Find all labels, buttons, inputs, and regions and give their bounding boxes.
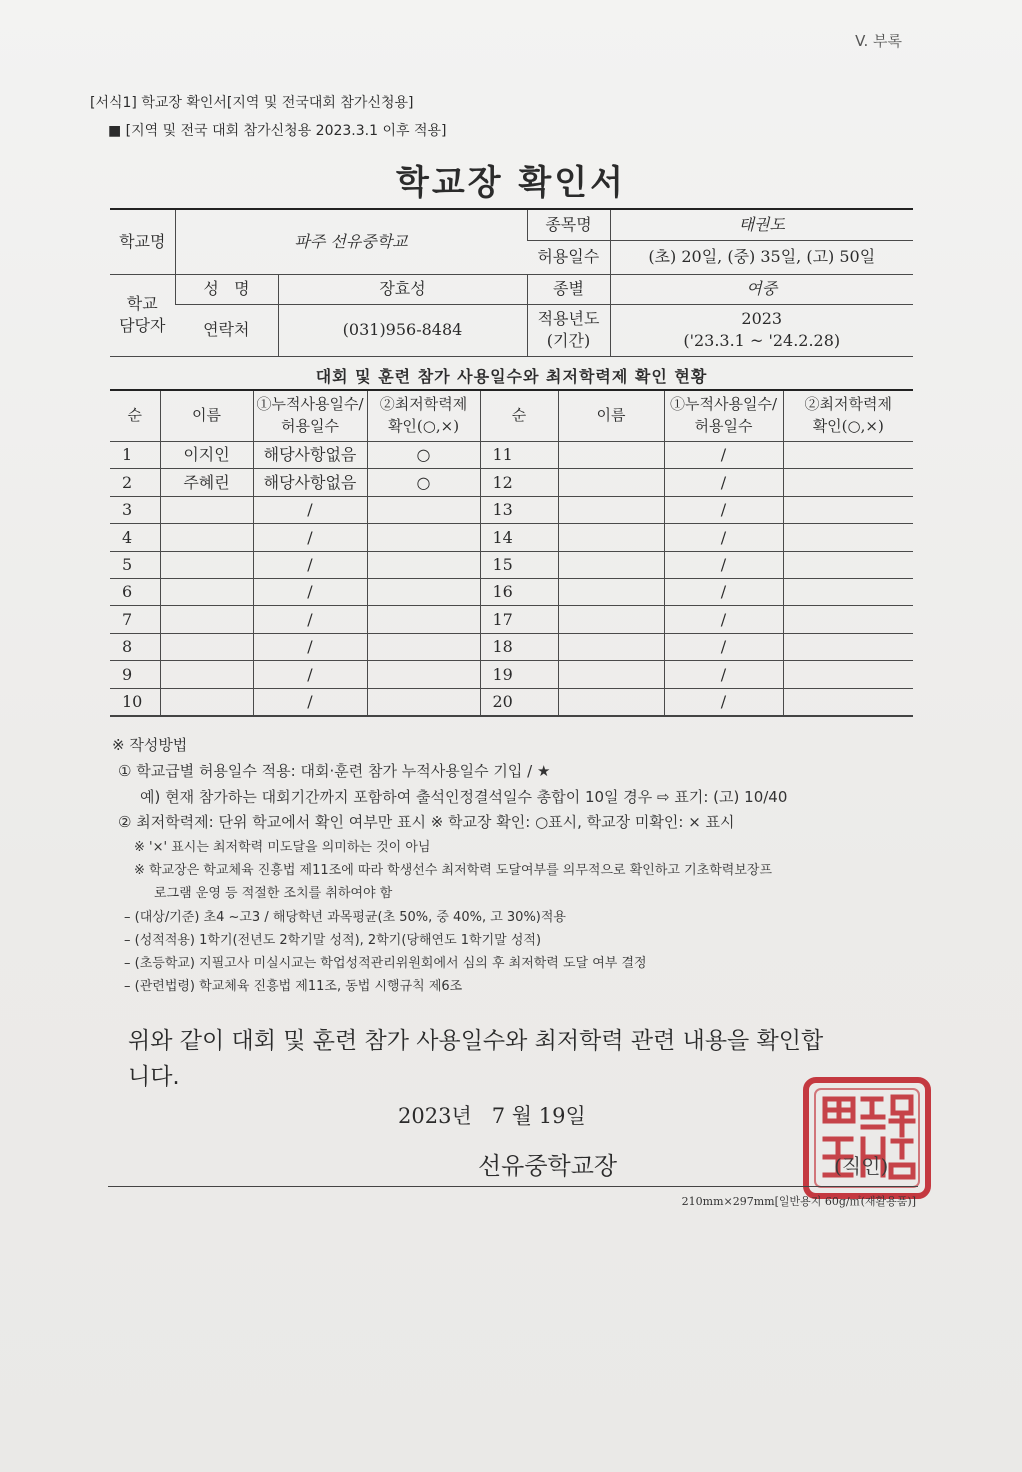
student-name-left bbox=[160, 688, 253, 716]
min-grade-check-right bbox=[783, 551, 913, 578]
row-number-left: 5 bbox=[110, 551, 160, 578]
row-number-right: 19 bbox=[480, 661, 558, 688]
used-days-left: / bbox=[253, 578, 367, 605]
row-number-left: 8 bbox=[110, 633, 160, 660]
col-no-header: 순 bbox=[110, 390, 160, 442]
student-name-right bbox=[558, 469, 664, 496]
used-days-right: / bbox=[664, 688, 783, 716]
min-grade-check-left bbox=[367, 551, 480, 578]
row-number-left: 10 bbox=[110, 688, 160, 716]
used-days-right: / bbox=[664, 524, 783, 551]
used-days-right: / bbox=[664, 442, 783, 469]
student-name-right bbox=[558, 578, 664, 605]
student-name-right bbox=[558, 661, 664, 688]
seal-label: (직인) bbox=[834, 1154, 889, 1178]
row-number-left: 6 bbox=[110, 578, 160, 605]
min-grade-check-left: ○ bbox=[367, 469, 480, 496]
table-row bbox=[110, 524, 913, 551]
used-days-left: / bbox=[253, 661, 367, 688]
row-number-right: 17 bbox=[480, 606, 558, 633]
col-no-header-2: 순 bbox=[480, 390, 558, 442]
min-grade-check-right bbox=[783, 496, 913, 523]
used-days-right: / bbox=[664, 469, 783, 496]
row-number-right: 20 bbox=[480, 688, 558, 716]
used-days-left: 해당사항없음 bbox=[253, 469, 367, 496]
contact-value: (031)956-8484 bbox=[278, 304, 527, 356]
used-days-right: / bbox=[664, 551, 783, 578]
row-number-right: 16 bbox=[480, 578, 558, 605]
row-number-left: 2 bbox=[110, 469, 160, 496]
section-title: 대회 및 훈련 참가 사용일수와 최저학력제 확인 현황 bbox=[315, 367, 708, 386]
student-name-left bbox=[160, 633, 253, 660]
table-row bbox=[110, 578, 913, 605]
declaration-line-1: 위와 같이 대회 및 훈련 참가 사용일수와 최저학력 관련 내용을 확인합 bbox=[128, 1028, 824, 1054]
col-check-line1-2: ②최저학력제 bbox=[804, 395, 892, 414]
used-days-left: / bbox=[253, 551, 367, 578]
student-name-left bbox=[160, 551, 253, 578]
student-name-right bbox=[558, 524, 664, 551]
col-name-header-2: 이름 bbox=[558, 390, 664, 442]
note-line-6: 로그램 운영 등 적절한 조치를 취하여야 함 bbox=[154, 886, 393, 901]
note-line-2: 예) 현재 참가하는 대회기간까지 포함하여 출석인정결석일수 총합이 10일 경우 ⇨ 표기: (고) 10/40 bbox=[140, 788, 788, 806]
signer-name: 선유중학교장 bbox=[478, 1152, 618, 1180]
declaration-date: 2023년 7 월 19일 bbox=[398, 1104, 586, 1128]
table-row bbox=[110, 661, 913, 688]
contact-label: 연락처 bbox=[175, 304, 278, 356]
student-name-right bbox=[558, 551, 664, 578]
year-label bbox=[527, 304, 610, 356]
used-days-right: / bbox=[664, 633, 783, 660]
min-grade-check-right bbox=[783, 633, 913, 660]
min-grade-check-left bbox=[367, 524, 480, 551]
used-days-left: / bbox=[253, 524, 367, 551]
used-days-right: / bbox=[664, 661, 783, 688]
col-check-line1: ②최저학력제 bbox=[379, 395, 468, 414]
school-name-label: 학교명 bbox=[110, 209, 175, 274]
note-line-9: – (초등학교) 지필고사 미실시교는 학업성적관리위원회에서 심의 후 최저학력 도달 여부 결정 bbox=[124, 956, 647, 971]
min-grade-check-left bbox=[367, 661, 480, 688]
year-label-line2: (기간) bbox=[546, 331, 591, 350]
col-check-header bbox=[367, 390, 480, 442]
min-grade-check-right bbox=[783, 661, 913, 688]
year-value bbox=[610, 304, 913, 356]
student-name-left: 주혜린 bbox=[160, 469, 253, 496]
row-number-left: 4 bbox=[110, 524, 160, 551]
period-value: ('23.3.1 ~ '24.2.28) bbox=[683, 331, 841, 350]
min-grade-check-left bbox=[367, 606, 480, 633]
col-days-line2: 허용일수 bbox=[281, 417, 339, 435]
name-label: 성 명 bbox=[175, 274, 278, 304]
used-days-right: / bbox=[664, 578, 783, 605]
min-grade-check-left bbox=[367, 496, 480, 523]
row-number-right: 15 bbox=[480, 551, 558, 578]
row-number-left: 9 bbox=[110, 661, 160, 688]
col-days-header-2 bbox=[664, 390, 783, 442]
col-name-header: 이름 bbox=[160, 390, 253, 442]
min-grade-check-left bbox=[367, 578, 480, 605]
used-days-left: / bbox=[253, 688, 367, 716]
min-grade-check-left bbox=[367, 688, 480, 716]
manager-label bbox=[110, 274, 175, 356]
col-check-header-2 bbox=[783, 390, 913, 442]
student-name-left bbox=[160, 578, 253, 605]
table-row bbox=[110, 469, 913, 496]
row-number-left: 3 bbox=[110, 496, 160, 523]
student-name-left: 이지인 bbox=[160, 442, 253, 469]
student-name-right bbox=[558, 606, 664, 633]
manager-label-line1: 학교 bbox=[126, 294, 158, 314]
col-check-line2-2: 확인(○,×) bbox=[812, 417, 884, 435]
min-grade-check-left: ○ bbox=[367, 442, 480, 469]
used-days-right: / bbox=[664, 496, 783, 523]
used-days-left: / bbox=[253, 633, 367, 660]
row-number-left: 1 bbox=[110, 442, 160, 469]
min-grade-check-right bbox=[783, 606, 913, 633]
school-info-table bbox=[110, 208, 913, 357]
student-name-right bbox=[558, 442, 664, 469]
min-grade-check-right bbox=[783, 578, 913, 605]
used-days-left: / bbox=[253, 496, 367, 523]
row-number-right: 11 bbox=[480, 442, 558, 469]
used-days-left: 해당사항없음 bbox=[253, 442, 367, 469]
year-label-line1: 적용년도 bbox=[537, 309, 600, 329]
allowed-days-value: (초) 20일, (중) 35일, (고) 50일 bbox=[610, 240, 913, 274]
allowed-days-label: 허용일수 bbox=[527, 240, 610, 274]
student-name-right bbox=[558, 688, 664, 716]
table-row bbox=[110, 606, 913, 633]
note-line-3: ② 최저학력제: 단위 학교에서 확인 여부만 표시 ※ 학교장 확인: ○표시, 학교장 미확인: × 표시 bbox=[118, 813, 735, 831]
col-check-line2: 확인(○,×) bbox=[387, 417, 460, 435]
table-row bbox=[110, 496, 913, 523]
student-name-left bbox=[160, 496, 253, 523]
category-label: 종별 bbox=[527, 274, 610, 304]
min-grade-check-right bbox=[783, 442, 913, 469]
official-seal bbox=[803, 1077, 931, 1199]
participation-table bbox=[110, 389, 913, 717]
student-name-right bbox=[558, 633, 664, 660]
paper-spec: 210mm×297mm[일반용지 60g/㎡(재활용품)] bbox=[681, 1195, 916, 1208]
manager-label-line2: 담당자 bbox=[119, 316, 166, 335]
table-row bbox=[110, 442, 913, 469]
min-grade-check-right bbox=[783, 524, 913, 551]
note-line-10: – (관련법령) 학교체육 진흥법 제11조, 동법 시행규칙 제6조 bbox=[124, 979, 463, 994]
form-note: ■ [지역 및 전국 대회 참가신청용 2023.3.1 이후 적용] bbox=[108, 123, 447, 139]
min-grade-check-right bbox=[783, 688, 913, 716]
note-line-4: ※ '×' 표시는 최저학력 미도달을 의미하는 것이 아님 bbox=[134, 840, 431, 855]
table-row bbox=[110, 688, 913, 716]
row-number-left: 7 bbox=[110, 606, 160, 633]
col-days-line2-2: 허용일수 bbox=[694, 417, 753, 435]
declaration-line-2: 니다. bbox=[128, 1064, 180, 1090]
note-line-8: – (성적적용) 1학기(전년도 2학기말 성적), 2학기(당해연도 1학기말 성적) bbox=[124, 933, 542, 948]
col-days-line1-2: ①누적사용일수/ bbox=[670, 395, 777, 414]
table-row bbox=[110, 633, 913, 660]
col-days-header bbox=[253, 390, 367, 442]
event-label: 종목명 bbox=[527, 209, 610, 240]
student-name-left bbox=[160, 661, 253, 688]
name-value: 장효성 bbox=[278, 274, 527, 304]
student-name-left bbox=[160, 524, 253, 551]
note-line-1: ① 학교급별 허용일수 적용: 대회·훈련 참가 누적사용일수 기입 / ★ bbox=[118, 762, 551, 780]
school-name-value: 파주 선유중학교 bbox=[175, 209, 527, 274]
footer-divider bbox=[108, 1186, 918, 1187]
year-value-line1: 2023 bbox=[741, 309, 783, 329]
note-line-5: ※ 학교장은 학교체육 진흥법 제11조에 따라 학생선수 최저학력 도달여부를 의무적으로 확인하고 기초학력보장프 bbox=[134, 863, 773, 878]
event-value: 태권도 bbox=[610, 209, 913, 240]
document-title: 학교장 확인서 bbox=[396, 163, 626, 203]
row-number-right: 13 bbox=[480, 496, 558, 523]
row-number-right: 14 bbox=[480, 524, 558, 551]
appendix-label: V. 부록 bbox=[855, 32, 902, 50]
student-name-right bbox=[558, 496, 664, 523]
used-days-left: / bbox=[253, 606, 367, 633]
used-days-right: / bbox=[664, 606, 783, 633]
category-value: 여중 bbox=[610, 274, 913, 304]
table-header-row bbox=[110, 390, 913, 442]
note-line-7: – (대상/기준) 초4 ~고3 / 해당학년 과목평균(초 50%, 중 40%, 고 30%)적용 bbox=[124, 910, 566, 925]
col-days-line1: ①누적사용일수/ bbox=[256, 395, 364, 414]
student-name-left bbox=[160, 606, 253, 633]
min-grade-check-left bbox=[367, 633, 480, 660]
form-tag: [서식1] 학교장 확인서[지역 및 전국대회 참가신청용] bbox=[90, 95, 414, 111]
table-row bbox=[110, 551, 913, 578]
notes-heading: ※ 작성방법 bbox=[112, 736, 188, 754]
row-number-right: 18 bbox=[480, 633, 558, 660]
row-number-right: 12 bbox=[480, 469, 558, 496]
min-grade-check-right bbox=[783, 469, 913, 496]
